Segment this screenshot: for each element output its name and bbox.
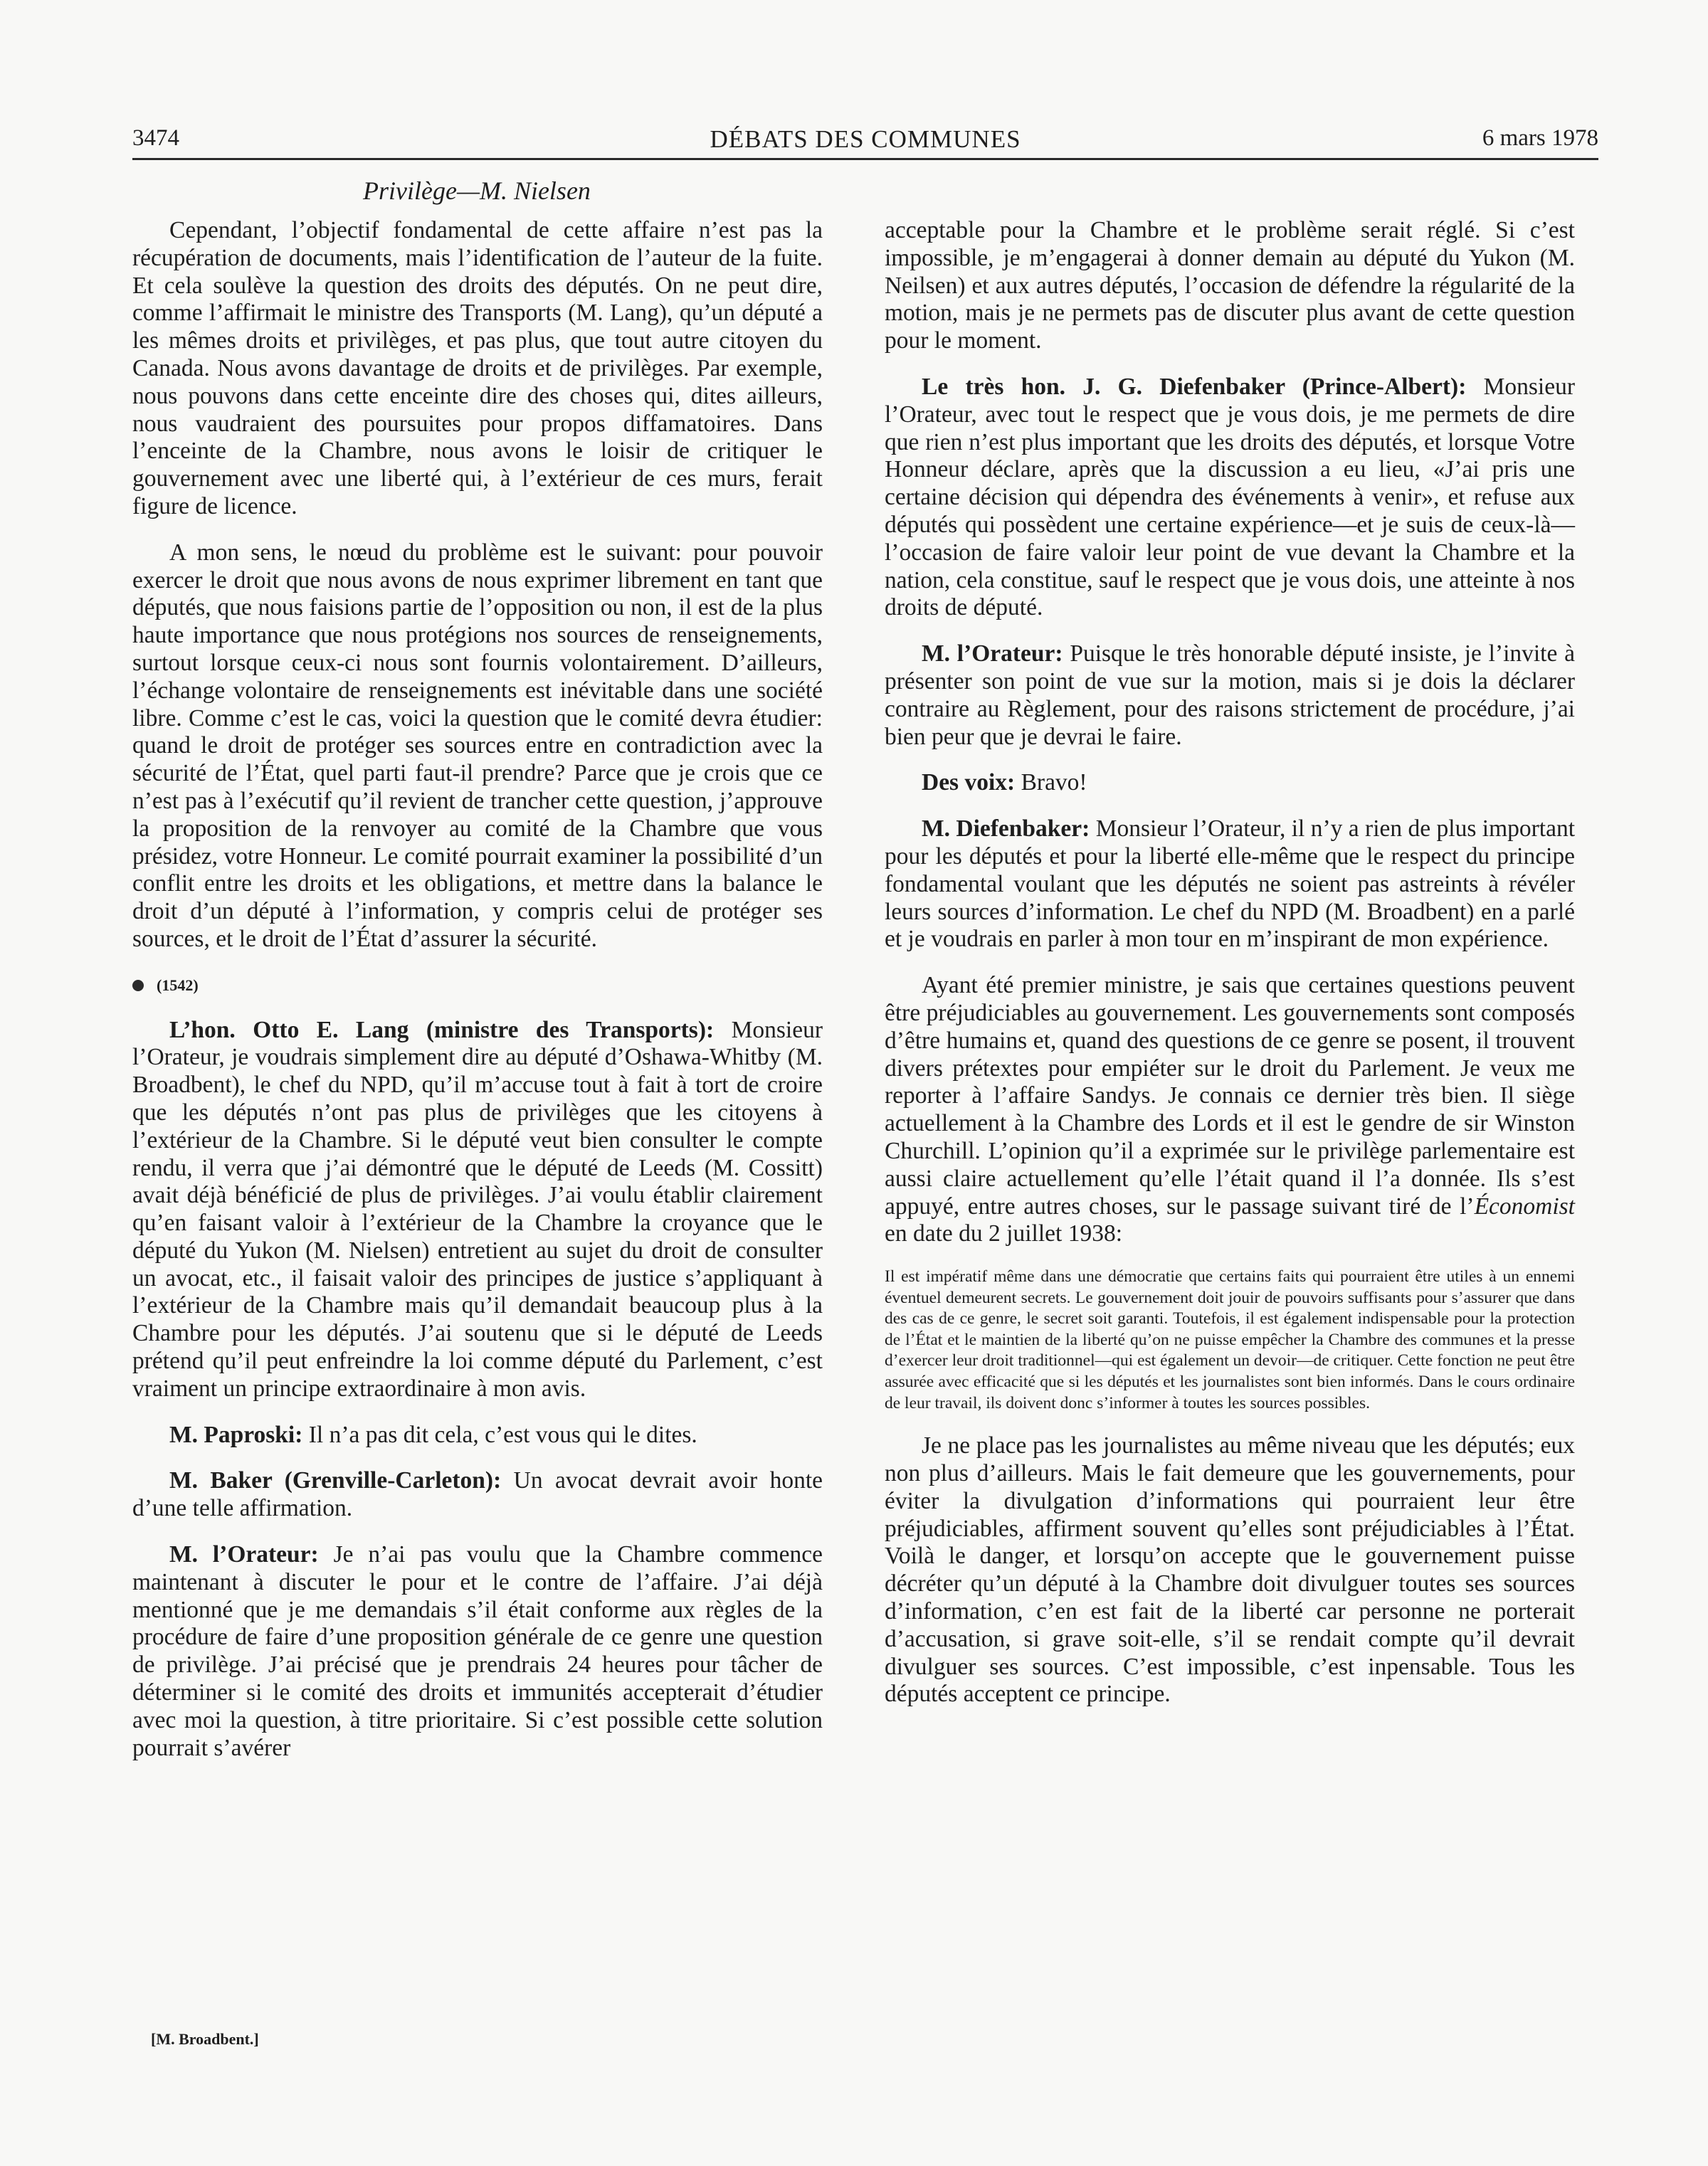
speech-paragraph [885,769,1575,797]
paragraph-text: Ayant été premier ministre, je sais que certaines questions peuvent être préjudiciables au gouvernement. Les gouvernements sont composés d’être humains et, quand des questions de ce genre se posent, il trouvent divers prétextes pour empiéter sur le droit du Parlement. Je veux me reporter à l’affaire Sandys. Je connais ce dernier très bien. Il siège actuellement à la Chambre des Lords et il est le gendre de sir Winston Churchill. L’opinion qu’il a exprimée sur le privilège parlementaire est aussi claire actuellement qu’elle l’était quand il l’a donnée. Ils s’est appuyé, entre autres choses, sur le passage suivant tiré de l’ [885,972,1575,1220]
speech-text: Monsieur l’Orateur, avec tout le respect que je vous dois, je me permets de dire que rien n’est plus important que les droits des députés, et lorsque Votre Honneur déclare, après que la discussion a eu lieu, «J’ai pris une certaine décision qui dépendra des événements à venir», et refuse aux députés qui possèdent une certaine expérience—et je suis de ceux-là—l’occasion de faire valoir leur point de vue devant la Chambre et la nation, cela constitue, sauf le respect que je vous dois, une atteinte à nos droits de député. [885,373,1576,621]
speaker-name: Le très hon. J. G. Diefenbaker (Prince-Albert): [922,373,1467,400]
paragraph: acceptable pour la Chambre et le problème serait réglé. Si c’est impossible, je m’engagerai à donner demain au député du Yukon (M. Neilsen) et aux autres députés, l’occasion de défendre la régularité de la motion, mais je ne permets pas de discuter plus avant de cette question pour le moment. [885,217,1575,354]
footnote: [M. Broadbent.] [151,2030,259,2048]
speech-text: Il n’a pas dit cela, c’est vous qui le dites. [308,1421,697,1448]
speech-paragraph [885,374,1575,622]
speaker-name: M. Paproski: [169,1421,303,1448]
paragraph: Cependant, l’objectif fondamental de cette affaire n’est pas la récupération de documents, mais l’identification de l’auteur de la fuite. Et cela soulève la question des droits des députés. On ne peut dire, comme l’affirmait le ministre des Transports (M. Lang), qu’un député a les mêmes droits et privilèges, et pas plus, que tout autre citoyen du Canada. Nous avons davantage de droits et de privilèges. Par exemple, nous pouvons dans cette enceinte dire des choses qui, dites ailleurs, nous vaudraient des poursuites pour propos diffamatoires. Dans l’enceinte de la Chambre, nous avons le loisir de critiquer le gouvernement avec une liberté qui, à l’extérieur de ces murs, ferait figure de licence. [132,217,823,519]
paragraph: A mon sens, le nœud du problème est le suivant: pour pouvoir exercer le droit que nous avons de nous exprimer librement en tant que députés, que nous faisions partie de l’opposition ou non, il est de la plus haute importance que nous protégions nos sources de renseignements, surtout lorsque ceux-ci nous sont fournis volontairement. D’ailleurs, l’échange volontaire de renseignements est inévitable dans une société libre. Comme c’est le cas, voici la question que le comité devra étudier: quand le droit de protéger ses sources entre en contradiction avec la sécurité de l’État, quel parti faut-il prendre? Parce que je crois que ce n’est pas à l’exécutif qu’il revient de trancher cette question, j’approuve la proposition de la renvoyer au comité de la Chambre que vous présidez, votre Honneur. Le comité pourrait examiner la possibilité d’un conflit entre les droits et les obligations, et mettre dans la balance le droit d’un député à l’information, y compris celui de protéger ses sources, et le droit de l’État d’assurer la sécurité. [132,539,823,952]
speech-text: Monsieur l’Orateur, il n’y a rien de plus important pour les députés et pour la liberté elle-même que le respect du principe fondamental voulant que les députés ne soient pas astreints à révéler leurs sources d’information. Le chef du NPD (M. Broadbent) en a parlé et je voudrais en parler à mon tour en m’inspirant de mon expérience. [885,815,1576,953]
page-number: 3474 [132,125,179,151]
timestamp: (1542) [157,976,199,994]
speech-paragraph [885,640,1575,751]
speech-text: Puisque le très honorable député insiste, je l’invite à présenter son point de vue sur la motion, mais si je dois la déclarer contraire au Règlement, pour des raisons strictement de procédure, j’ai bien peur que je devrai le faire. [885,640,1575,750]
speaker-name: L’hon. Otto E. Lang (ministre des Transports): [169,1016,715,1043]
block-quote: Il est impératif même dans une démocratie que certains faits qui pourraient être utiles à un ennemi éventuel demeurent secrets. Le gouvernement doit jouir de pouvoirs suffisants pour s’assurer que dans des cas de ce genre, le secret soit garanti. Toutefois, il est également indispensable pour la protection de l’État et le maintien de la liberté qu’on ne puisse empêcher la Chambre des communes et la presse d’exercer leur droit traditionnel—qui est également un devoir—de critiquer. Cette fonction ne peut être assurée avec efficacité que si les députés et les journalistes sont bien informés. Dans le cours ordinaire de leur travail, ils doivent donc s’informer à toutes les sources possibles. [885,1267,1575,1412]
speech-paragraph [885,815,1575,953]
speaker-name: Des voix: [922,769,1016,796]
left-column [132,217,823,1780]
speech-paragraph [132,1422,823,1449]
bullet-icon [132,980,144,991]
timestamp-marker [132,972,823,1000]
paragraph [885,972,1575,1248]
speaker-name: M. Diefenbaker: [922,815,1090,842]
speech-paragraph [132,1467,823,1523]
publication-title: DÉBATS DES COMMUNES [710,125,1021,153]
speech-text: Je n’ai pas voulu que la Chambre commence maintenant à discuter le pour et le contre de l’affaire. J’ai déjà mentionné que je me demandais s’il était conforme aux règles de la procédure de faire d’une proposition générale de ce genre une question de privilège. J’ai précisé que je prendrais 24 heures pour tâcher de déterminer si le comité des droits et immunités accepterait d’étudier avec moi la question, à titre prioritaire. Si c’est possible cette solution pourrait s’avérer [132,1541,823,1761]
paragraph-text-end: en date du 2 juillet 1938: [885,1220,1123,1247]
section-subhead: Privilège—M. Nielsen [363,176,591,205]
right-column [885,217,1575,1727]
issue-date: 6 mars 1978 [1482,125,1598,151]
speech-text: Bravo! [1021,769,1087,796]
speech-paragraph [132,1017,823,1403]
paragraph: Je ne place pas les journalistes au même niveau que les députés; eux non plus d’ailleurs. Mais le fait demeure que les gouvernements, pour éviter la divulgation d’informations qui pourraient leur être préjudiciables, affirment souvent qu’elles sont préjudiciables à l’État. Voilà le danger, et lorsqu’on accepte que le gouvernement puisse décréter qu’un député à la Chambre doit divulguer toutes ses sources d’information, c’en est fait de la liberté car personne ne porterait d’accusation, si grave soit-elle, s’il se rendait compte qu’il devrait divulguer ses sources. C’est impossible, c’est inpensable. Tous les députés acceptent ce principe. [885,1432,1575,1708]
speaker-name: M. l’Orateur: [169,1541,319,1568]
publication-name: Économist [1474,1193,1575,1220]
speaker-name: M. Baker (Grenville-Carleton): [169,1467,502,1494]
speech-text: Monsieur l’Orateur, je voudrais simplement dire au député d’Oshawa-Whitby (M. Broadbent), le chef du NPD, qu’il m’accuse tout à fait à tort de croire que les députés n’ont pas plus de privilèges que les citoyens à l’extérieur de la Chambre. Si le député veut bien consulter le compte rendu, il verra que j’ai démontré que le député de Leeds (M. Cossitt) avait déjà bénéficié de plus de privilèges. J’ai voulu établir clairement qu’en faisant valoir à l’extérieur de la Chambre la croyance que le député du Yukon (M. Nielsen) entretient au sujet du droit de consulter un avocat, etc., il faisait valoir des principes de justice s’appliquant à l’extérieur de la Chambre mais qu’il demandait beaucoup plus à la Chambre pour les députés. J’ai soutenu que si le député de Leeds prétend qu’il peut enfreindre la loi comme député du Parlement, c’est vraiment un principe extraordinaire à mon avis. [132,1016,823,1402]
speech-paragraph [132,1541,823,1762]
page-header [132,121,1598,160]
speech-text: Un avocat devrait avoir honte d’une telle affirmation. [132,1467,823,1522]
speaker-name: M. l’Orateur: [922,640,1063,667]
